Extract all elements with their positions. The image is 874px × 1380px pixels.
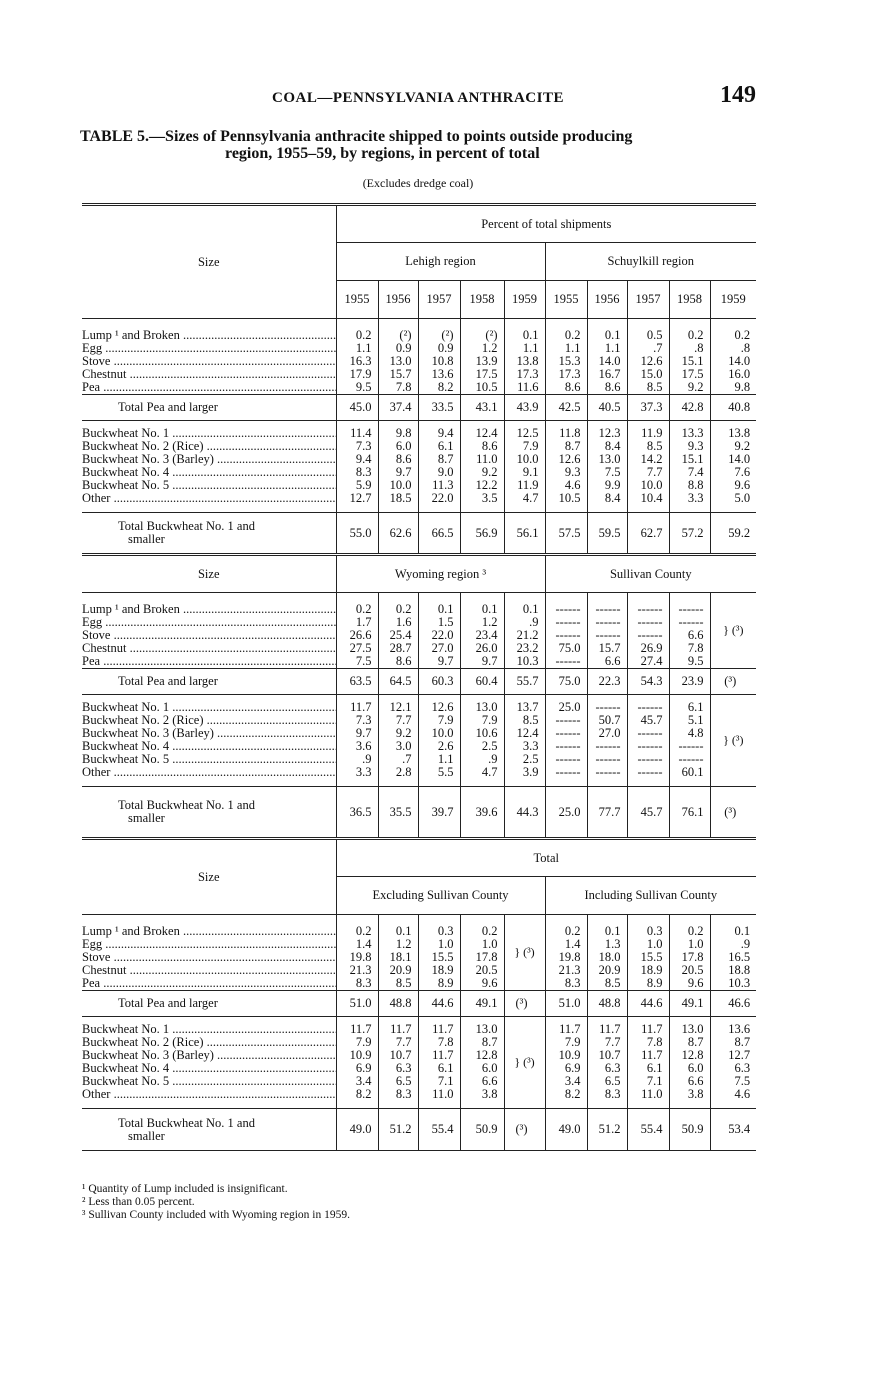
row-label: Egg ..... xyxy=(82,938,336,951)
total-cell: (³) xyxy=(504,991,545,1017)
row-label: Stove ..... xyxy=(82,629,336,642)
data-cell: 6.1 5.1 4.8 ------ ------ 60.1 xyxy=(669,695,710,787)
data-cell: (²) 0.9 10.8 13.6 8.2 xyxy=(418,319,460,395)
total-cell: 62.7 xyxy=(627,513,669,555)
row-label: Buckwheat No. 3 (Barley) ..... xyxy=(82,1049,336,1062)
year-header: 1955 xyxy=(545,281,587,319)
row-label: Buckwheat No. 1 ..... xyxy=(82,701,336,714)
total-cell: 25.0 xyxy=(545,787,587,839)
data-cell: 13.8 9.2 14.0 7.6 9.6 5.0 xyxy=(710,421,756,513)
total-cell: 44.3 xyxy=(504,787,545,839)
footnote: ² Less than 0.05 percent. xyxy=(82,1196,195,1208)
total-bw-label-line1: Total Buckwheat No. 1 and xyxy=(118,1115,255,1130)
data-cell: 0.1 1.3 18.0 20.9 8.5 xyxy=(587,915,627,991)
total-cell: 49.0 xyxy=(545,1109,587,1151)
total-bw-label-line2: smaller xyxy=(128,1128,165,1143)
total-pea-label: Total Pea and larger xyxy=(82,991,336,1017)
data-cell: 0.1 1.2 18.1 20.9 8.5 xyxy=(378,915,418,991)
pea-group-labels xyxy=(82,319,336,395)
table-subtitle: (Excludes dredge coal) xyxy=(362,176,474,190)
sullivan-header: Sullivan County xyxy=(545,555,756,593)
brace-icon: } xyxy=(514,1055,521,1069)
row-label: Chestnut ..... xyxy=(82,642,336,655)
bw-group-labels xyxy=(82,1017,336,1109)
total-cell: 54.3 xyxy=(627,669,669,695)
total-cell: 37.4 xyxy=(378,395,418,421)
data-cell: 11.4 7.3 9.4 8.3 5.9 12.7 xyxy=(336,421,378,513)
total-bw-label-line2: smaller xyxy=(128,811,165,825)
table-title-line2: region, 1955–59, by regions, in percent of total xyxy=(225,145,540,162)
data-cell: 0.1 .9 16.5 18.8 10.3 xyxy=(710,915,756,991)
total-cell: 49.1 xyxy=(669,991,710,1017)
total-cell: 57.2 xyxy=(669,513,710,555)
total-cell: (³) xyxy=(504,1109,545,1151)
total-cell: 44.6 xyxy=(627,991,669,1017)
total-bw-label-line1: Total Buckwheat No. 1 and xyxy=(118,798,255,812)
total-cell: 48.8 xyxy=(378,991,418,1017)
total-cell: (³) xyxy=(710,787,756,839)
footnotes xyxy=(82,1183,350,1222)
total-cell: 75.0 xyxy=(545,669,587,695)
data-cell: 0.1 1.1 14.0 16.7 8.6 xyxy=(587,319,627,395)
data-cell: ------ ------ ------ 15.7 6.6 xyxy=(587,593,627,669)
data-cell: ------ 45.7 ------ ------ ------ ------ xyxy=(627,695,669,787)
data-cell: 0.2 1.4 19.8 21.3 8.3 xyxy=(336,915,378,991)
row-label: Buckwheat No. 3 (Barley) ..... xyxy=(82,727,336,740)
footnote-ref-cell xyxy=(504,1017,545,1109)
size-header: Size xyxy=(82,555,336,593)
data-cell: 0.1 1.5 22.0 27.0 9.7 xyxy=(418,593,460,669)
total-pea-label: Total Pea and larger xyxy=(82,669,336,695)
total-header: Total xyxy=(336,839,756,877)
total-cell: 43.1 xyxy=(460,395,504,421)
total-cell: 76.1 xyxy=(669,787,710,839)
data-cell: 0.3 1.0 15.5 18.9 8.9 xyxy=(418,915,460,991)
row-label: Buckwheat No. 4 ..... xyxy=(82,740,336,753)
row-label: Stove ..... xyxy=(82,355,336,368)
data-cell: 0.1 1.1 13.8 17.3 11.6 xyxy=(504,319,545,395)
footnote-ref-cell xyxy=(710,593,756,669)
row-label: Lump ¹ and Broken ..... xyxy=(82,603,336,616)
total-cell: 51.2 xyxy=(587,1109,627,1151)
row-label: Lump ¹ and Broken ..... xyxy=(82,329,336,342)
data-cell: 0.2 1.1 15.3 17.3 8.6 xyxy=(545,319,587,395)
bw-group-labels xyxy=(82,695,336,787)
row-label: Buckwheat No. 5 ..... xyxy=(82,1075,336,1088)
data-cell: 12.3 8.4 13.0 7.5 9.9 8.4 xyxy=(587,421,627,513)
year-header: 1957 xyxy=(627,281,669,319)
table-title xyxy=(80,128,756,162)
row-label: Buckwheat No. 1 ..... xyxy=(82,427,336,440)
total-cell: 39.6 xyxy=(460,787,504,839)
data-cell: 0.2 1.1 16.3 17.9 9.5 xyxy=(336,319,378,395)
total-cell: 50.9 xyxy=(669,1109,710,1151)
row-label: Lump ¹ and Broken ..... xyxy=(82,925,336,938)
row-label: Other ..... xyxy=(82,766,336,779)
total-cell: 55.7 xyxy=(504,669,545,695)
total-cell: 59.5 xyxy=(587,513,627,555)
data-cell: 11.9 8.5 14.2 7.7 10.0 10.4 xyxy=(627,421,669,513)
data-cell: 11.7 7.7 10.7 6.3 6.5 8.3 xyxy=(378,1017,418,1109)
wyoming-header: Wyoming region ³ xyxy=(336,555,545,593)
total-cell: 44.6 xyxy=(418,991,460,1017)
data-cell: 0.1 .9 21.2 23.2 10.3 xyxy=(504,593,545,669)
data-cell: 0.2 .8 14.0 16.0 9.8 xyxy=(710,319,756,395)
total-cell: 55.4 xyxy=(418,1109,460,1151)
percent-total-header: Percent of total shipments xyxy=(336,205,756,243)
row-label: Buckwheat No. 1 ..... xyxy=(82,1023,336,1036)
running-title: COAL—PENNSYLVANIA ANTHRACITE xyxy=(272,90,564,106)
total-cell: 23.9 xyxy=(669,669,710,695)
total-cell: 55.0 xyxy=(336,513,378,555)
data-cell: 11.7 7.9 10.9 6.9 3.4 8.2 xyxy=(336,1017,378,1109)
total-cell: 36.5 xyxy=(336,787,378,839)
total-cell: 33.5 xyxy=(418,395,460,421)
footnote-ref-cell xyxy=(504,915,545,991)
row-label: Buckwheat No. 2 (Rice) ..... xyxy=(82,440,336,453)
row-label: Buckwheat No. 2 (Rice) ..... xyxy=(82,714,336,727)
year-header: 1956 xyxy=(587,281,627,319)
total-cell: 39.7 xyxy=(418,787,460,839)
data-cell: 0.3 1.0 15.5 18.9 8.9 xyxy=(627,915,669,991)
data-cell: 11.7 7.9 10.9 6.9 3.4 8.2 xyxy=(545,1017,587,1109)
data-cell: 9.4 6.1 8.7 9.0 11.3 22.0 xyxy=(418,421,460,513)
data-cell: 0.2 .8 15.1 17.5 9.2 xyxy=(669,319,710,395)
row-label: Buckwheat No. 4 ..... xyxy=(82,1062,336,1075)
total-cell: 49.1 xyxy=(460,991,504,1017)
total-cell: 40.5 xyxy=(587,395,627,421)
footnote-ref: (³) xyxy=(523,945,535,959)
data-cell: 0.2 1.4 19.8 21.3 8.3 xyxy=(545,915,587,991)
data-cell: 11.7 7.8 11.7 6.1 7.1 11.0 xyxy=(627,1017,669,1109)
incl-sullivan-header: Including Sullivan County xyxy=(545,877,756,915)
data-table xyxy=(82,203,756,1151)
pea-group-labels xyxy=(82,915,336,991)
row-label: Buckwheat No. 5 ..... xyxy=(82,479,336,492)
data-cell: (²) 1.2 13.9 17.5 10.5 xyxy=(460,319,504,395)
total-cell: 56.1 xyxy=(504,513,545,555)
row-label: Chestnut ..... xyxy=(82,964,336,977)
total-cell: 77.7 xyxy=(587,787,627,839)
data-cell: ------ ------ 6.6 7.8 9.5 xyxy=(669,593,710,669)
data-cell: (²) 0.9 13.0 15.7 7.8 xyxy=(378,319,418,395)
row-label: Buckwheat No. 5 ..... xyxy=(82,753,336,766)
row-label: Egg ..... xyxy=(82,616,336,629)
total-cell: 48.8 xyxy=(587,991,627,1017)
data-cell: 0.2 1.6 25.4 28.7 8.6 xyxy=(378,593,418,669)
total-bw-label xyxy=(82,787,336,839)
page-number: 149 xyxy=(720,82,756,108)
total-cell: 53.4 xyxy=(710,1109,756,1151)
data-cell: 12.1 7.7 9.2 3.0 .7 2.8 xyxy=(378,695,418,787)
total-bw-label xyxy=(82,513,336,555)
total-cell: 49.0 xyxy=(336,1109,378,1151)
data-cell: 13.0 7.9 10.6 2.5 .9 4.7 xyxy=(460,695,504,787)
total-bw-label-line1: Total Buckwheat No. 1 and xyxy=(118,519,255,533)
total-cell: (³) xyxy=(710,669,756,695)
footnote-ref: (³) xyxy=(523,1055,535,1069)
data-cell: 12.4 8.6 11.0 9.2 12.2 3.5 xyxy=(460,421,504,513)
data-cell: 0.2 1.7 26.6 27.5 7.5 xyxy=(336,593,378,669)
year-header: 1956 xyxy=(378,281,418,319)
year-header: 1955 xyxy=(336,281,378,319)
data-cell: 0.2 1.0 17.8 20.5 9.6 xyxy=(669,915,710,991)
row-label: Buckwheat No. 2 (Rice) ..... xyxy=(82,1036,336,1049)
total-cell: 42.8 xyxy=(669,395,710,421)
data-cell: 11.7 7.3 9.7 3.6 .9 3.3 xyxy=(336,695,378,787)
total-bw-label-line2: smaller xyxy=(128,532,165,546)
total-cell: 51.2 xyxy=(378,1109,418,1151)
data-cell: ------ ------ ------ 75.0 ------ xyxy=(545,593,587,669)
size-header: Size xyxy=(82,839,336,915)
total-cell: 37.3 xyxy=(627,395,669,421)
footnote-ref: (³) xyxy=(731,733,744,747)
total-cell: 50.9 xyxy=(460,1109,504,1151)
total-cell: 66.5 xyxy=(418,513,460,555)
total-cell: 56.9 xyxy=(460,513,504,555)
row-label: Buckwheat No. 3 (Barley) ..... xyxy=(82,453,336,466)
data-cell: 13.3 9.3 15.1 7.4 8.8 3.3 xyxy=(669,421,710,513)
year-header: 1958 xyxy=(669,281,710,319)
total-cell: 60.3 xyxy=(418,669,460,695)
year-header: 1958 xyxy=(460,281,504,319)
footnote: ¹ Quantity of Lump included is insignificant. xyxy=(82,1183,288,1195)
total-cell: 22.3 xyxy=(587,669,627,695)
data-cell: 0.5 .7 12.6 15.0 8.5 xyxy=(627,319,669,395)
schuylkill-header: Schuylkill region xyxy=(545,243,756,281)
data-cell: 12.5 7.9 10.0 9.1 11.9 4.7 xyxy=(504,421,545,513)
data-cell: 11.7 7.7 10.7 6.3 6.5 8.3 xyxy=(587,1017,627,1109)
total-cell: 51.0 xyxy=(336,991,378,1017)
row-label: Other ..... xyxy=(82,492,336,505)
total-cell: 55.4 xyxy=(627,1109,669,1151)
total-cell: 63.5 xyxy=(336,669,378,695)
data-cell: 13.7 8.5 12.4 3.3 2.5 3.9 xyxy=(504,695,545,787)
bw-group-labels xyxy=(82,421,336,513)
row-label: Pea ..... xyxy=(82,977,336,990)
data-cell: 9.8 6.0 8.6 9.7 10.0 18.5 xyxy=(378,421,418,513)
total-cell: 57.5 xyxy=(545,513,587,555)
footnote-ref: (³) xyxy=(731,623,744,637)
total-cell: 42.5 xyxy=(545,395,587,421)
footnote: ³ Sullivan County included with Wyoming region in 1959. xyxy=(82,1209,350,1221)
page-header xyxy=(80,84,756,114)
total-cell: 45.7 xyxy=(627,787,669,839)
total-cell: 51.0 xyxy=(545,991,587,1017)
total-cell: 40.8 xyxy=(710,395,756,421)
row-label: Egg ..... xyxy=(82,342,336,355)
row-label: Pea ..... xyxy=(82,381,336,394)
total-cell: 59.2 xyxy=(710,513,756,555)
excl-sullivan-header: Excluding Sullivan County xyxy=(336,877,545,915)
year-header: 1959 xyxy=(504,281,545,319)
data-cell: 0.1 1.2 23.4 26.0 9.7 xyxy=(460,593,504,669)
brace-icon: } xyxy=(723,733,729,747)
total-pea-label: Total Pea and larger xyxy=(82,395,336,421)
total-cell: 45.0 xyxy=(336,395,378,421)
total-cell: 43.9 xyxy=(504,395,545,421)
size-header: Size xyxy=(82,205,336,319)
year-header: 1957 xyxy=(418,281,460,319)
total-cell: 64.5 xyxy=(378,669,418,695)
data-cell: 0.2 1.0 17.8 20.5 9.6 xyxy=(460,915,504,991)
brace-icon: } xyxy=(514,945,521,959)
data-cell: 11.8 8.7 12.6 9.3 4.6 10.5 xyxy=(545,421,587,513)
total-cell: 35.5 xyxy=(378,787,418,839)
lehigh-header: Lehigh region xyxy=(336,243,545,281)
row-label: Other ..... xyxy=(82,1088,336,1101)
data-cell: ------ 50.7 27.0 ------ ------ ------ xyxy=(587,695,627,787)
year-header: 1959 xyxy=(710,281,756,319)
data-cell: 25.0 ------ ------ ------ ------ ------ xyxy=(545,695,587,787)
table-title-line1: TABLE 5.—Sizes of Pennsylvania anthracite shipped to points outside producing xyxy=(80,128,633,145)
data-cell: 12.6 7.9 10.0 2.6 1.1 5.5 xyxy=(418,695,460,787)
data-cell: 13.0 8.7 12.8 6.0 6.6 3.8 xyxy=(460,1017,504,1109)
data-cell: ------ ------ ------ 26.9 27.4 xyxy=(627,593,669,669)
total-cell: 46.6 xyxy=(710,991,756,1017)
row-label: Buckwheat No. 4 ..... xyxy=(82,466,336,479)
row-label: Chestnut ..... xyxy=(82,368,336,381)
brace-icon: } xyxy=(723,623,729,637)
total-cell: 62.6 xyxy=(378,513,418,555)
total-bw-label xyxy=(82,1109,336,1151)
footnote-ref-cell xyxy=(710,695,756,787)
row-label: Pea ..... xyxy=(82,655,336,668)
data-cell: 13.0 8.7 12.8 6.0 6.6 3.8 xyxy=(669,1017,710,1109)
data-cell: 13.6 8.7 12.7 6.3 7.5 4.6 xyxy=(710,1017,756,1109)
total-cell: 60.4 xyxy=(460,669,504,695)
row-label: Stove ..... xyxy=(82,951,336,964)
data-cell: 11.7 7.8 11.7 6.1 7.1 11.0 xyxy=(418,1017,460,1109)
pea-group-labels xyxy=(82,593,336,669)
